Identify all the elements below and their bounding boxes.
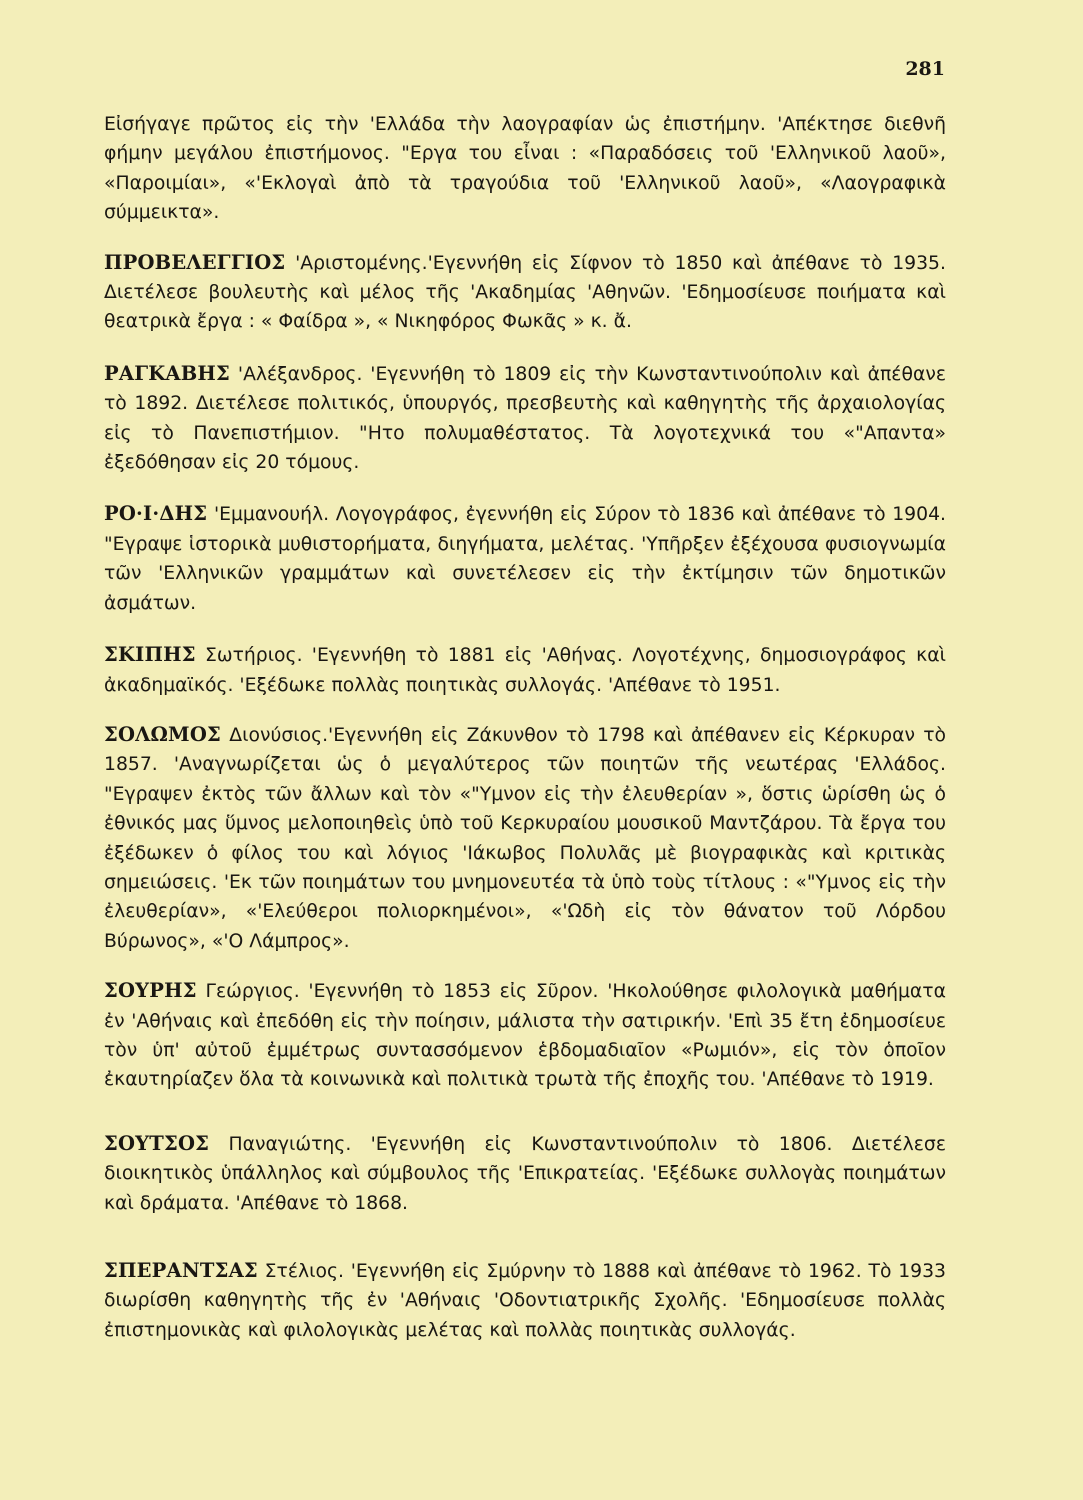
entry-solomos bbox=[104, 720, 946, 956]
entry-rangavis bbox=[104, 359, 946, 478]
entry-text: Στέλιος. 'Εγεννήθη εἰς Σμύρνην τὸ 1888 καὶ ἀπέθανε τὸ 1962. Τὸ 1933 διωρίσθη καθηγητὴς τῆς ἐν 'Αθήναις 'Οδοντιατρικῆς Σχολῆς. 'Εδημοσίευσε πολλὰς ἐπιστημονικὰς καὶ φιλολογικὰς μελέτας καὶ πολλὰς ποιητικὰς συλλογάς. bbox=[104, 1261, 946, 1341]
entry-souris bbox=[104, 976, 946, 1095]
entry-provelengios bbox=[104, 248, 946, 337]
page-number: 281 bbox=[905, 58, 945, 80]
biography-list bbox=[104, 110, 946, 1367]
entry-text: 'Εμμανουήλ. Λογογράφος, ἐγεννήθη εἰς Σύρον τὸ 1836 καὶ ἀπέθανε τὸ 1904. "Εγραψε ἱστορικὰ μυθιστορήματα, διηγήματα, μελέτας. 'Υπῆρξεν ἐξέχουσα φυσιογνωμία τῶν 'Ελληνικῶν γραμμάτων καὶ συνετέλεσεν εἰς τὴν ἐκτίμησιν τῶν δημοτικῶν ἀσμάτων. bbox=[104, 504, 946, 614]
entry-text: Παναγιώτης. 'Εγεννήθη εἰς Κωνσταντινούπολιν τὸ 1806. Διετέλεσε διοικητικὸς ὑπάλληλος καὶ σύμβουλος τῆς 'Επικρατείας. 'Εξέδωκε συλλογὰς ποιημάτων καὶ δράματα. 'Απέθανε τὸ 1868. bbox=[104, 1133, 946, 1214]
entry-text: Σωτήριος. 'Εγεννήθη τὸ 1881 εἰς 'Αθήνας. Λογοτέχνης, δημοσιογράφος καὶ ἀκαδημαϊκός. 'Εξέδωκε πολλὰς ποιητικὰς συλλογάς. 'Απέθανε τὸ 1951. bbox=[104, 645, 946, 696]
entry-skipis bbox=[104, 640, 946, 700]
entry-roidis bbox=[104, 499, 946, 618]
entry-text: 'Αριστομένης.'Εγεννήθη εἰς Σίφνον τὸ 1850 καὶ ἀπέθανε τὸ 1935. Διετέλεσε βουλευτὴς καὶ μέλος τῆς 'Ακαδημίας 'Αθηνῶν. 'Εδημοσίευσε ποιήματα καὶ θεατρικὰ ἔργα : « Φαίδρα », « Νικηφόρος Φωκᾶς » κ. ἄ. bbox=[104, 252, 946, 333]
entry-sperantsas bbox=[104, 1256, 946, 1345]
entry-name: ΡΑΓΚΑΒΗΣ bbox=[104, 361, 231, 385]
entry-name: ΣΚΙΠΗΣ bbox=[104, 643, 196, 667]
entry-name: ΡΟ·Ι·ΔΗΣ bbox=[104, 502, 208, 526]
entry-name: ΣΠΕΡΑΝΤΣΑΣ bbox=[104, 1259, 258, 1282]
intro-text: Εἰσήγαγε πρῶτος εἰς τὴν 'Ελλάδα τὴν λαογραφίαν ὡς ἐπιστήμην. 'Απέκτησε διεθνῆ φήμην μεγάλου ἐπιστήμονος. "Εργα του εἶναι : «Παραδόσεις τοῦ 'Ελληνικοῦ λαοῦ», «Παροιμίαι», «'Εκλογαὶ ἀπὸ τὰ τραγούδια τοῦ 'Ελληνικοῦ λαοῦ», «Λαογραφικὰ σύμμεικτα». bbox=[104, 114, 946, 224]
intro-paragraph bbox=[104, 110, 946, 228]
entry-text: Διονύσιος.'Εγεννήθη εἰς Ζάκυνθον τὸ 1798 καὶ ἀπέθανεν εἰς Κέρκυραν τὸ 1857. 'Αναγνωρίζεται ὡς ὁ μεγαλύτερος τῶν ποιητῶν τῆς νεωτέρας 'Ελλάδος. "Εγραψεν ἐκτὸς τῶν ἄλλων καὶ τὸν «"Υμνον εἰς τὴν ἐλευθερίαν », ὅστις ὡρίσθη ὡς ὁ ἐθνικός μας ὕμνος μελοποιηθεὶς ὑπὸ τοῦ Κερκυραίου μουσικοῦ Μαντζάρου. Τὰ ἔργα του ἐξέδωκεν ὁ φίλος του καὶ λόγιος 'Ιάκωβος Πολυλᾶς μὲ βιογραφικὰς καὶ κριτικὰς σημειώσεις. 'Εκ τῶν ποιημάτων του μνημονευτέα τὰ ὑπὸ τοὺς τίτλους : «"Υμνος εἰς τὴν ἐλευθερίαν», «'Ελεύθεροι πολιορκημένοι», «'Ωδὴ εἰς τὸν θάνατον τοῦ Λόρδου Βύρωνος», «'Ο Λάμπρος». bbox=[104, 724, 946, 952]
entry-text: Γεώργιος. 'Εγεννήθη τὸ 1853 εἰς Σῦρον. 'Ηκολούθησε φιλολογικὰ μαθήματα ἐν 'Αθήναις καὶ ἐπεδόθη εἰς τὴν ποίησιν, μάλιστα τὴν σατιρικήν. 'Επὶ 35 ἔτη ἐδημοσίευε τὸν ὑπ' αὐτοῦ ἐμμέτρως συντασσόμενον ἑβδομαδιαῖον «Ρωμιόν», εἰς τὸν ὁποῖον ἐκαυτηρίαζεν ὅλα τὰ κοινωνικὰ καὶ πολιτικὰ τρωτὰ τῆς ἐποχῆς του. 'Απέθανε τὸ 1919. bbox=[104, 981, 946, 1091]
entry-name: ΣΟΛΩΜΟΣ bbox=[104, 722, 222, 746]
entry-name: ΣΟΥΡΗΣ bbox=[104, 979, 197, 1003]
entry-text: 'Αλέξανδρος. 'Εγεννήθη τὸ 1809 εἰς τὴν Κωνσταντινούπολιν καὶ ἀπέθανε τὸ 1892. Διετέλεσε πολιτικός, ὑπουργός, πρεσβευτὴς καὶ καθηγητὴς τῆς ἀρχαιολογίας εἰς τὸ Πανεπιστήμιον. "Ητο πολυμαθέστατος. Τὰ λογοτεχνικά του «"Απαντα» ἐξεδόθησαν εἰς 20 τόμους. bbox=[104, 363, 946, 474]
entry-name: ΠΡΟΒΕΛΕΓΓΙΟΣ bbox=[104, 250, 286, 274]
entry-name: ΣΟΥΤΣΟΣ bbox=[104, 1131, 210, 1155]
entry-soutsos bbox=[104, 1129, 946, 1218]
